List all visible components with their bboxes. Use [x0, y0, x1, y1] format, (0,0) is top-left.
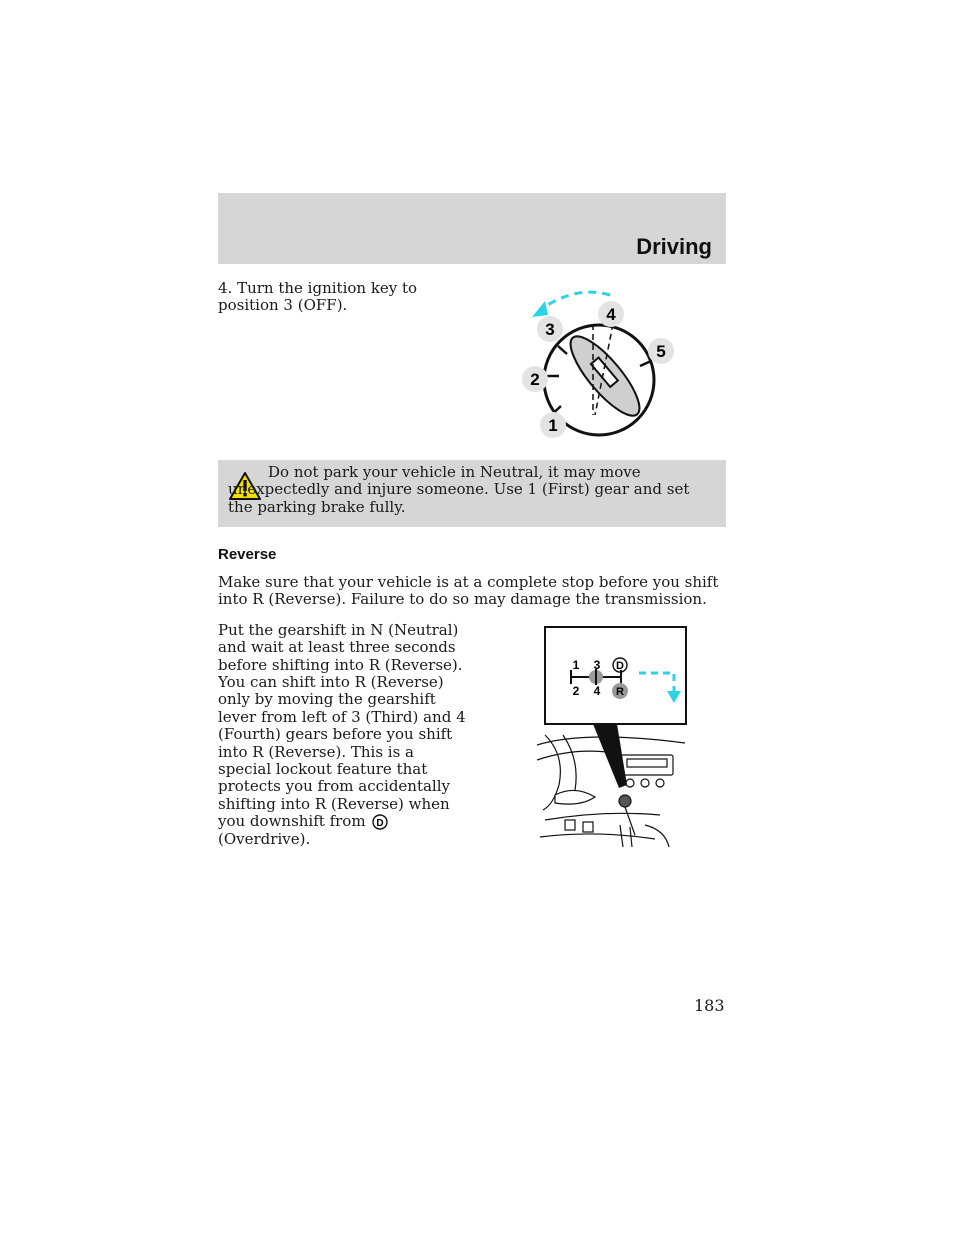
svg-text:D: D	[375, 818, 384, 830]
position-label-2	[522, 366, 548, 392]
rotation-arrowhead	[532, 301, 548, 317]
reverse-heading: Reverse	[218, 546, 277, 563]
position-label-4	[598, 301, 624, 327]
section-title: Driving	[636, 234, 712, 259]
svg-text:2: 2	[530, 370, 540, 389]
gear-label-4: 4	[593, 684, 601, 698]
gear-label-2: 2	[572, 684, 580, 698]
shift-pattern-inset	[545, 627, 686, 724]
rotation-arrow	[540, 292, 610, 310]
gear-label-d: D	[616, 660, 624, 672]
section-header	[218, 193, 726, 264]
page-number: 183	[694, 996, 725, 1015]
position-label-3	[537, 316, 563, 342]
gear-label-1: 1	[572, 658, 580, 672]
gear-label-3: 3	[593, 658, 601, 672]
reverse-paragraph-2: Put the gearshift in N (Neutral) and wait at least three seconds before shifting into R (Reverse).	[218, 621, 463, 674]
gearshift-diagram	[535, 625, 695, 850]
warning-box	[218, 460, 726, 527]
overdrive-symbol-icon	[372, 814, 388, 830]
svg-text:5: 5	[656, 342, 666, 361]
svg-text:1: 1	[548, 416, 558, 435]
position-label-5	[648, 338, 674, 364]
warning-text: Do not park your vehicle in Neutral, it may move unexpectedly and injure someone. Use 1 (First) gear and set the parking brake fully.	[228, 463, 690, 516]
reverse-paragraph-3: You can shift into R (Reverse) only by moving the gearshift lever from left of 3 (Third) and 4 (Fourth) gears before you shift into R (Reverse). This is a special lockout feature that protects you from accidentally shifting into R (Reverse) when you downshift from D (Overdrive).	[218, 673, 466, 848]
gear-label-r: R	[616, 686, 624, 698]
position-label-1	[540, 412, 566, 438]
step-4-text: 4. Turn the ignition key to position 3 (OFF).	[218, 279, 418, 315]
ignition-position-diagram	[515, 280, 675, 445]
svg-text:4: 4	[606, 305, 616, 324]
svg-text:3: 3	[545, 320, 555, 339]
reverse-paragraph-1: Make sure that your vehicle is at a complete stop before you shift into R (Reverse). Failure to do so may damage the transmission.	[218, 573, 719, 609]
